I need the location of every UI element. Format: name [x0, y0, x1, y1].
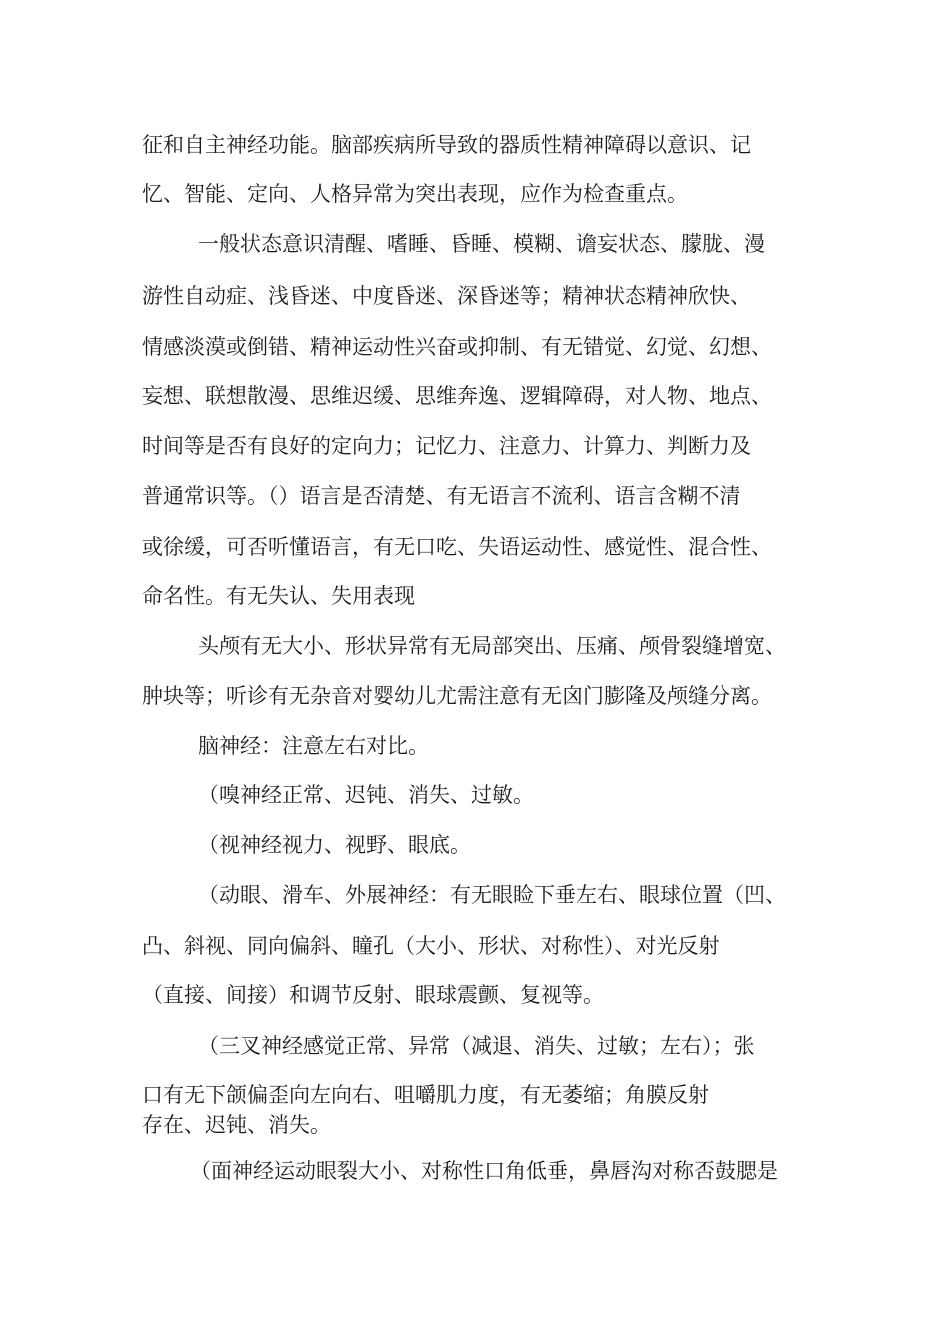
text-line: （动眼、滑车、外展神经：有无眼睑下垂左右、眼球位置（凹、	[198, 883, 786, 907]
text-line: 存在、迟钝、消失。	[142, 1113, 331, 1137]
text-line: （嗅神经正常、迟钝、消失、过敏。	[198, 783, 534, 807]
text-line: （面神经运动眼裂大小、对称性口角低垂，鼻唇沟对称否鼓腮是	[190, 1159, 778, 1183]
text-line: 一般状态意识清醒、嗜睡、昏睡、模糊、谵妄状态、朦胧、漫	[198, 232, 765, 256]
text-line: 情感淡漠或倒错、精神运动性兴奋或抑制、有无错觉、幻觉、幻想、	[142, 335, 772, 359]
text-line: 征和自主神经功能。脑部疾病所导致的器质性精神障碍以意识、记	[142, 133, 751, 157]
text-line: （三叉神经感觉正常、异常（减退、消失、过敏；左右）；张	[198, 1034, 755, 1058]
text-line: 凸、斜视、同向偏斜、瞳孔（大小、形状、对称性）、对光反射	[142, 934, 720, 958]
text-line: 妄想、联想散漫、思维迟缓、思维奔逸、逻辑障碍，对人物、地点、	[142, 384, 772, 408]
text-line: 普通常识等。（）语言是否清楚、有无语言不流利、语言含糊不清	[142, 484, 741, 508]
text-line: 时间等是否有良好的定向力；记忆力、注意力、计算力、判断力及	[142, 434, 751, 458]
text-line: 脑神经：注意左右对比。	[198, 734, 429, 758]
text-line: 或徐缓，可否听懂语言，有无口吃、失语运动性、感觉性、混合性、	[142, 535, 772, 559]
text-line: 命名性。有无失认、失用表现	[142, 584, 415, 608]
text-line: （视神经视力、视野、眼底。	[198, 833, 471, 857]
text-line: 肿块等；听诊有无杂音对婴幼儿尤需注意有无囟门膨隆及颅缝分离。	[142, 684, 772, 708]
text-line: 头颅有无大小、形状异常有无局部突出、压痛、颅骨裂缝增宽、	[198, 634, 786, 658]
text-line: （直接、间接）和调节反射、眼球震颤、复视等。	[142, 983, 604, 1007]
text-line: 游性自动症、浅昏迷、中度昏迷、深昏迷等；精神状态精神欣快、	[142, 284, 751, 308]
text-line: 口有无下颌偏歪向左向右、咀嚼肌力度，有无萎缩；角膜反射	[142, 1083, 709, 1107]
text-line: 忆、智能、定向、人格异常为突出表现，应作为检查重点。	[142, 182, 688, 206]
